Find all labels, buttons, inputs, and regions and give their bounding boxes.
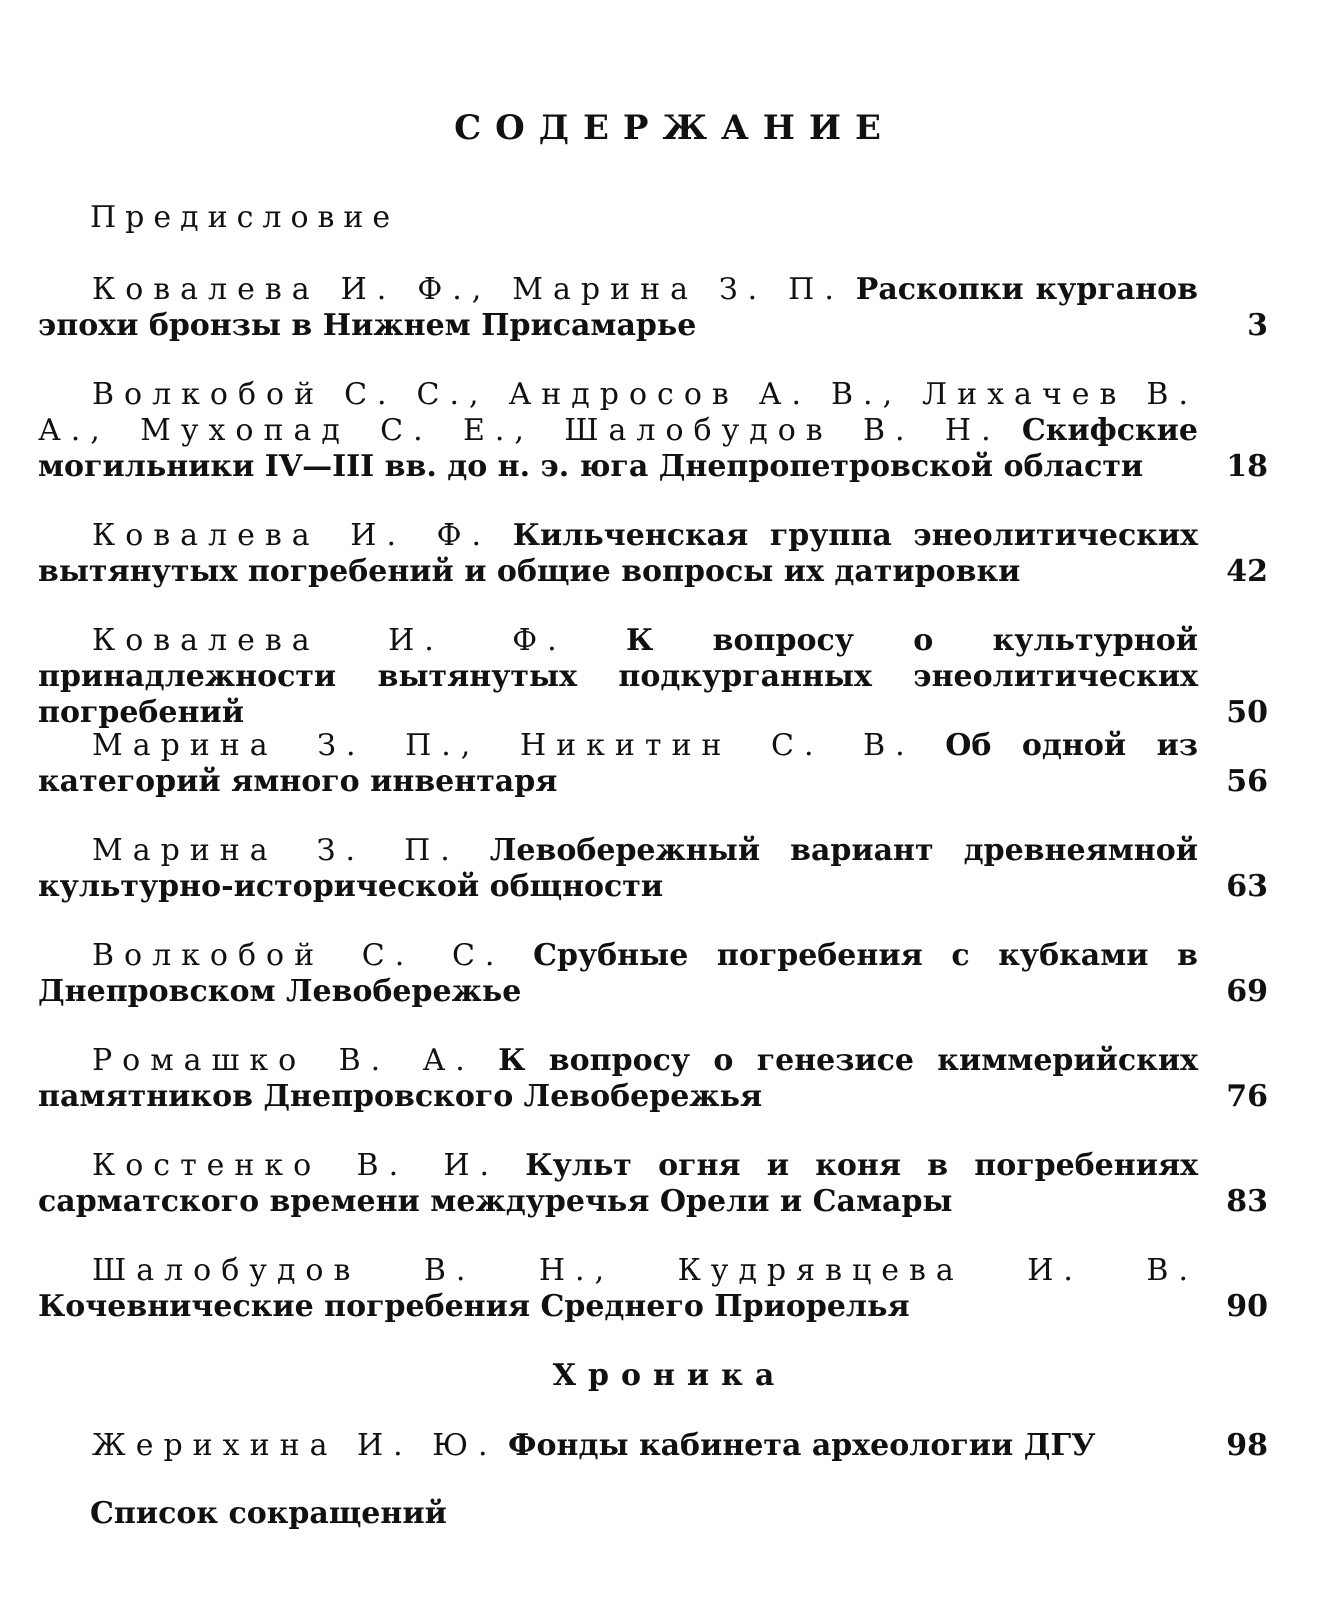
toc-entry-6 xyxy=(38,833,1268,905)
entry-authors: Шалобудов В. Н., Кудрявцева И. В. xyxy=(92,1253,1198,1288)
toc-entry-2 xyxy=(38,377,1268,485)
toc-entry-5 xyxy=(38,728,1268,800)
toc-entry-chronicle xyxy=(38,1428,1268,1464)
entry-authors: Ковалева И. Ф. xyxy=(92,623,567,658)
entry-title: Кочевнические погребения Среднего Приорелья xyxy=(38,1289,910,1324)
entry-authors: Марина З. П., Никитин С. В. xyxy=(92,728,915,763)
preface-line: Предисловие xyxy=(90,200,400,235)
entry-page-number: 90 xyxy=(1226,1289,1268,1324)
chronicle-heading: Хроника xyxy=(552,1358,787,1393)
entry-title: Срубные погребения с кубками в Днепровском Левобережье xyxy=(38,938,1198,1009)
entry-authors: Ковалева И. Ф., Марина З. П. xyxy=(92,272,844,307)
entry-authors: Марина З. П. xyxy=(92,833,460,868)
entry-page-number: 76 xyxy=(1226,1079,1268,1114)
entry-title: Об одной из категорий ямного инвентаря xyxy=(38,728,1198,799)
toc-entry-4 xyxy=(38,623,1268,731)
entry-page-number: 83 xyxy=(1226,1184,1268,1219)
toc-entry-3 xyxy=(38,518,1268,590)
entry-page-number: 56 xyxy=(1226,764,1268,799)
abbreviations-line: Список сокращений xyxy=(90,1496,447,1531)
entry-page-number: 63 xyxy=(1226,869,1268,904)
entry-title: Фонды кабинета археологии ДГУ xyxy=(508,1428,1096,1463)
page-title: СОДЕРЖАНИЕ xyxy=(454,108,895,148)
entry-authors: Ковалева И. Ф. xyxy=(92,518,492,553)
entry-page-number: 69 xyxy=(1226,974,1268,1009)
entry-page-number: 42 xyxy=(1226,554,1268,589)
toc-entry-1 xyxy=(38,272,1268,344)
entry-page-number: 98 xyxy=(1226,1428,1268,1463)
entry-title: Скифские могильники IV—III вв. до н. э. юга Днепропетровской области xyxy=(38,413,1198,484)
entry-title: Культ огня и коня в погребениях сарматского времени междуречья Орели и Самары xyxy=(38,1148,1199,1219)
entry-page-number: 50 xyxy=(1226,695,1268,730)
entry-authors: Волкобой С. С. xyxy=(92,938,505,973)
entry-title: К вопросу о культурной принадлежности вытянутых подкурганных энеолитических погребений xyxy=(38,623,1198,730)
toc-entry-7 xyxy=(38,938,1268,1010)
entry-authors: Волкобой С. С., Андросов А. В., Лихачев В. А., Мухопад С. Е., Шалобудов В. Н. xyxy=(38,377,1198,448)
entry-title: Раскопки курганов эпохи бронзы в Нижнем Присамарье xyxy=(38,272,1198,343)
entry-authors: Ромашко В. А. xyxy=(92,1043,475,1078)
toc-entry-8 xyxy=(38,1043,1268,1115)
entry-page-number: 18 xyxy=(1226,449,1268,484)
toc-entry-9 xyxy=(38,1148,1268,1220)
entry-authors: Костенко В. И. xyxy=(92,1148,500,1183)
toc-entry-10 xyxy=(38,1253,1268,1325)
entry-title: Левобережный вариант древнеямной культурно-исторической общности xyxy=(38,833,1199,904)
entry-title: К вопросу о генезисе киммерийских памятников Днепровского Левобережья xyxy=(38,1043,1198,1114)
entry-title: Кильченская группа энеолитических вытянутых погребений и общие вопросы их датировки xyxy=(38,518,1199,589)
entry-page-number: 3 xyxy=(1247,308,1268,343)
entry-authors: Жерихина И. Ю. xyxy=(92,1428,498,1463)
